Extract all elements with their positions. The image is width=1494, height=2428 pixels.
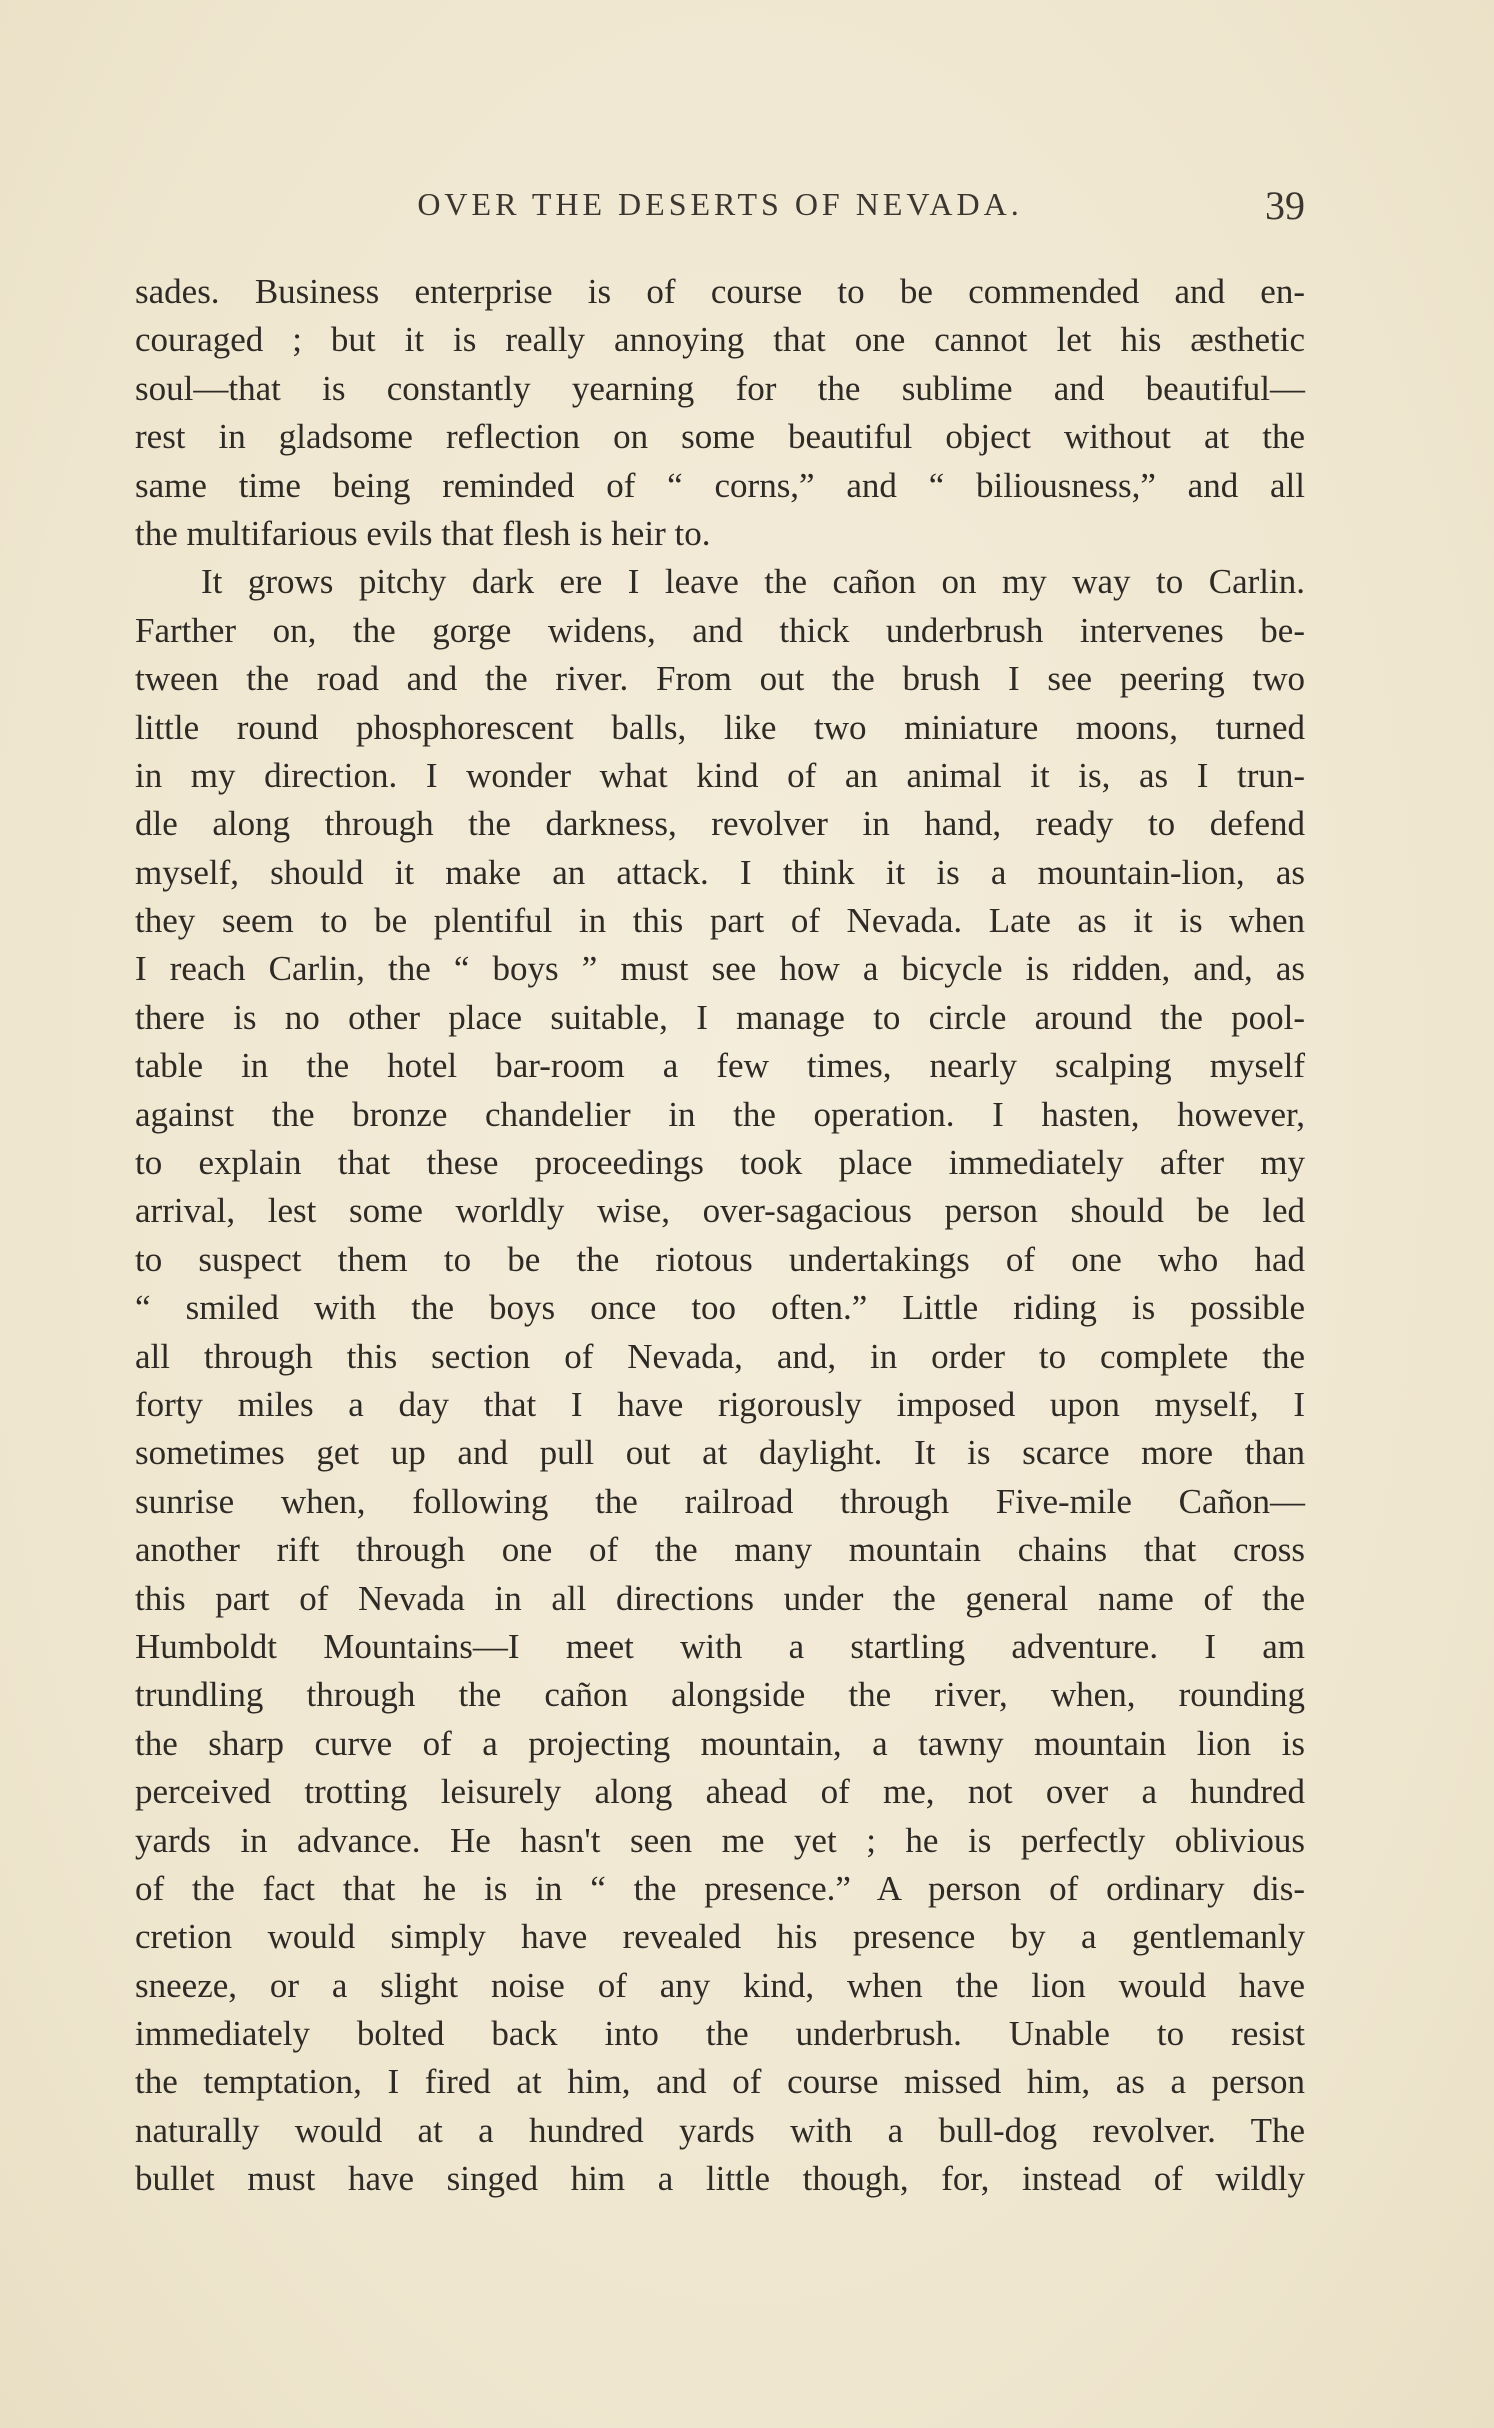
text-line: the temptation, I fired at him, and of course missed him, as a person <box>135 2062 1305 2102</box>
text-line: cretion would simply have revealed his presence by a gentlemanly <box>135 1917 1305 1957</box>
text-line: tween the road and the river. From out the brush I see peering two <box>135 659 1305 699</box>
text-line: little round phosphorescent balls, like two miniature moons, turned <box>135 707 1305 747</box>
text-line: forty miles a day that I have rigorously imposed upon myself, I <box>135 1384 1305 1424</box>
text-line: myself, should it make an attack. I think it is a mountain-lion, as <box>135 852 1305 892</box>
text-line: I reach Carlin, the “ boys ” must see how a bicycle is ridden, and, as <box>135 949 1305 989</box>
text-line: “ smiled with the boys once too often.” Little riding is possible <box>135 1288 1305 1328</box>
text-line: sneeze, or a slight noise of any kind, when the lion would have <box>135 1965 1305 2005</box>
page-number: 39 <box>1265 183 1305 228</box>
text-line: perceived trotting leisurely along ahead of me, not over a hundred <box>135 1772 1305 1812</box>
text-line: soul—that is constantly yearning for the sublime and beautiful— <box>135 368 1305 408</box>
text-line: couraged ; but it is really annoying that one cannot let his æsthetic <box>135 320 1305 360</box>
text-line: sunrise when, following the railroad through Five-mile Cañon— <box>135 1481 1305 1521</box>
text-line: same time being reminded of “ corns,” and “ biliousness,” and all <box>135 465 1305 505</box>
text-line: trundling through the cañon alongside the river, when, rounding <box>135 1675 1305 1715</box>
text-line: to suspect them to be the riotous undertakings of one who had <box>135 1239 1305 1279</box>
text-line: the multifarious evils that flesh is heir to. <box>135 513 711 553</box>
text-line: this part of Nevada in all directions under the general name of the <box>135 1578 1305 1618</box>
text-line: to explain that these proceedings took place immediately after my <box>135 1143 1305 1183</box>
text-line: Humboldt Mountains—I meet with a startling adventure. I am <box>135 1626 1305 1666</box>
text-line: they seem to be plentiful in this part of Nevada. Late as it is when <box>135 901 1305 941</box>
text-line: in my direction. I wonder what kind of an animal it is, as I trun- <box>135 755 1305 795</box>
text-line: dle along through the darkness, revolver in hand, ready to defend <box>135 804 1305 844</box>
text-line: table in the hotel bar-room a few times, nearly scalping myself <box>135 1046 1305 1086</box>
text-line: sometimes get up and pull out at daylight. It is scarce more than <box>135 1433 1305 1473</box>
text-line: of the fact that he is in “ the presence.” A person of ordinary dis- <box>135 1868 1305 1908</box>
text-line: against the bronze chandelier in the operation. I hasten, however, <box>135 1094 1305 1134</box>
text-line: arrival, lest some worldly wise, over-sagacious person should be led <box>135 1191 1305 1231</box>
page-header <box>135 183 1305 236</box>
text-line: all through this section of Nevada, and, in order to complete the <box>135 1336 1305 1376</box>
text-line: there is no other place suitable, I manage to circle around the pool- <box>135 997 1305 1037</box>
text-line: another rift through one of the many mountain chains that cross <box>135 1530 1305 1570</box>
text-line: the sharp curve of a projecting mountain, a tawny mountain lion is <box>135 1723 1305 1763</box>
text-line: yards in advance. He hasn't seen me yet ; he is perfectly oblivious <box>135 1820 1305 1860</box>
running-title: OVER THE DESERTS OF NEVADA. <box>417 186 1023 222</box>
text-line: Farther on, the gorge widens, and thick underbrush intervenes be- <box>135 610 1305 650</box>
text-line: It grows pitchy dark ere I leave the cañon on my way to Carlin. <box>201 562 1305 602</box>
text-line: immediately bolted back into the underbrush. Unable to resist <box>135 2014 1305 2054</box>
text-line: rest in gladsome reflection on some beautiful object without at the <box>135 417 1305 457</box>
text-line: bullet must have singed him a little though, for, instead of wildly <box>135 2159 1305 2199</box>
text-line: naturally would at a hundred yards with a bull-dog revolver. The <box>135 2110 1305 2150</box>
body-text <box>135 268 1305 2204</box>
text-line: sades. Business enterprise is of course to be commended and en- <box>135 272 1305 311</box>
